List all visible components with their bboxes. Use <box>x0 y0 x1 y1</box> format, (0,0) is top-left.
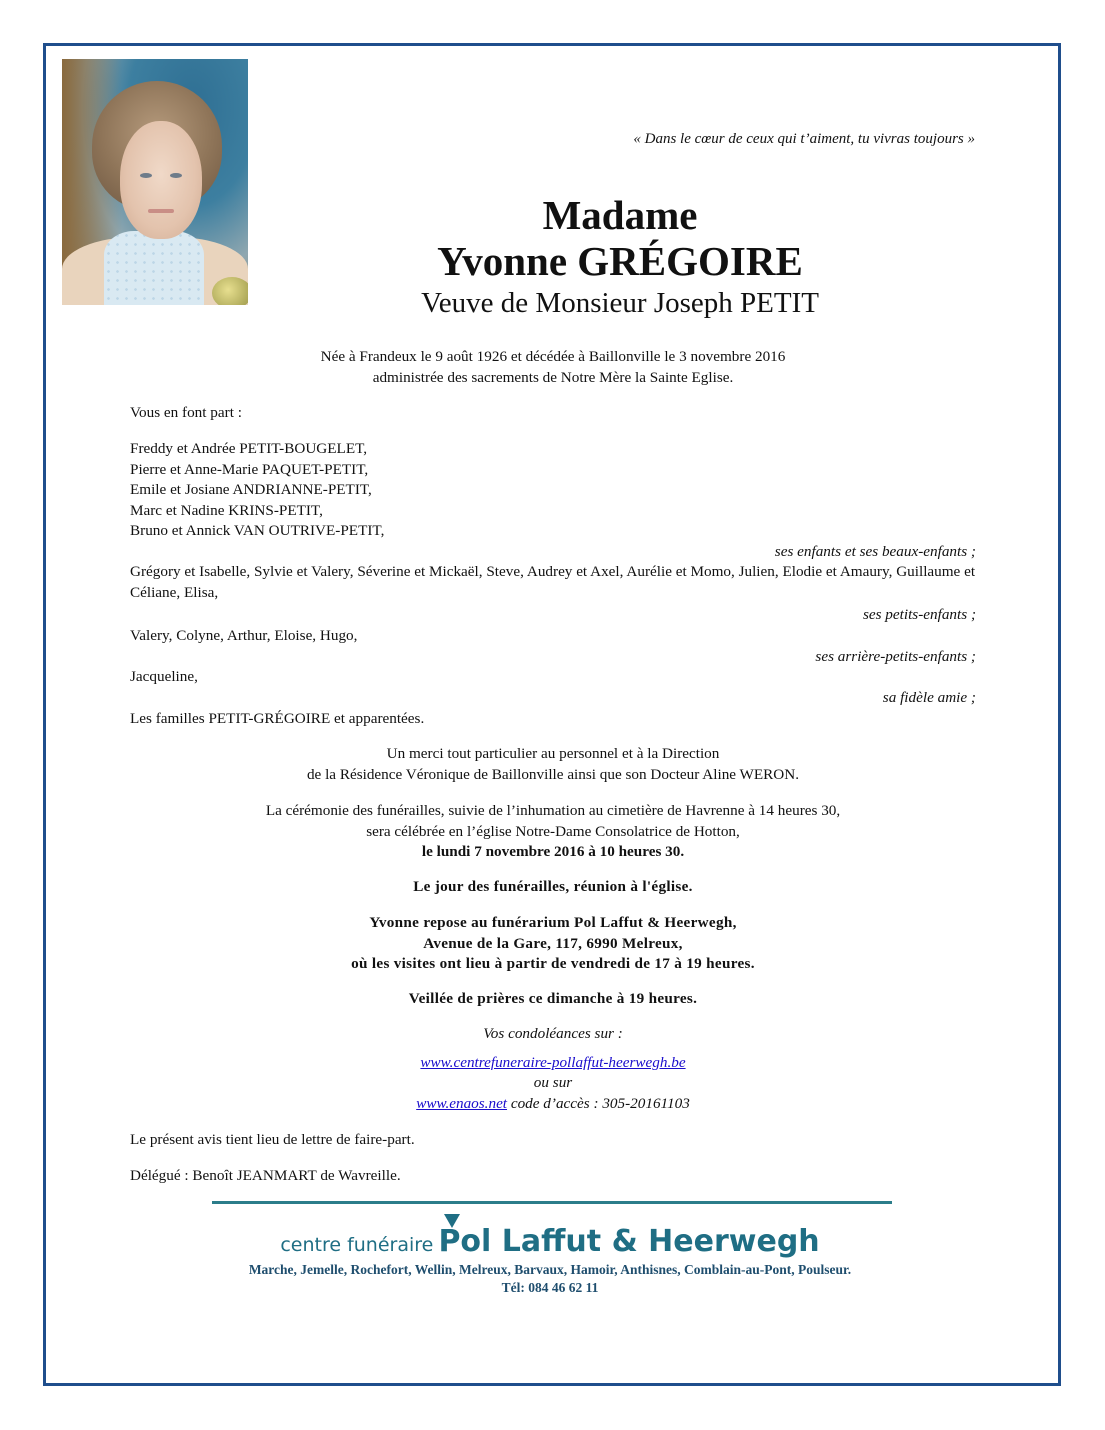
portrait-photo <box>62 59 248 305</box>
friend-label: sa fidèle amie ; <box>882 689 976 706</box>
notice-line: Le présent avis tient lieu de lettre de faire-part. <box>130 1131 415 1148</box>
logo-divider <box>212 1201 892 1204</box>
repose-line: Avenue de la Gare, 117, 6990 Melreux, <box>423 934 683 952</box>
repose-line: où les visites ont lieu à partir de vendredi de 17 à 19 heures. <box>351 955 755 972</box>
funeral-home-link[interactable]: www.centrefuneraire-pollaffut-heerwegh.be <box>420 1053 686 1071</box>
repose-block <box>130 913 976 975</box>
list-item: Pierre et Anne-Marie PAQUET-PETIT, <box>130 460 369 478</box>
children-label: ses enfants et ses beaux-enfants ; <box>774 542 976 560</box>
ceremony-date: le lundi 7 novembre 2016 à 10 heures 30. <box>421 843 685 860</box>
list-item: Bruno et Annick VAN OUTRIVE-PETIT, <box>130 522 385 539</box>
delegate-line: Délégué : Benoît JEANMART de Wavreille. <box>130 1167 401 1184</box>
logo-small-text: centre funéraire <box>280 1234 434 1256</box>
title-madame: Madame <box>542 192 698 238</box>
thanks-block <box>130 744 976 785</box>
logo-towns: Marche, Jemelle, Rochefort, Wellin, Melreux, Barvaux, Hamoir, Anthisnes, Comblain-au-Pont, Poulseur. <box>248 1262 852 1277</box>
or-text: ou sur <box>533 1074 573 1091</box>
grandchildren-label: ses petits-enfants ; <box>862 606 976 623</box>
birth-death-block <box>130 347 976 388</box>
logo-big-text: Pol Laffut & Heerwegh <box>438 1224 820 1259</box>
friend-name: Jacqueline, <box>130 668 198 685</box>
list-item: Freddy et Andrée PETIT-BOUGELET, <box>130 440 368 457</box>
widow-of: Veuve de Monsieur Joseph PETIT <box>421 287 819 319</box>
great-grandchildren-list: Valery, Colyne, Arthur, Eloise, Hugo, <box>130 627 358 644</box>
heading-block <box>250 192 990 322</box>
children-list <box>130 439 976 603</box>
sacraments-line: administrée des sacrements de Notre Mère la Sainte Eglise. <box>372 368 734 386</box>
list-item: Marc et Nadine KRINS-PETIT, <box>130 501 323 519</box>
condolences-label: Vos condoléances sur : <box>483 1025 623 1042</box>
ceremony-line: La cérémonie des funérailles, suivie de l’inhumation au cimetière de Havrenne à 14 heures 30, <box>265 802 841 819</box>
birth-death-line: Née à Frandeux le 9 août 1926 et décédée à Baillonville le 3 novembre 2016 <box>320 348 786 365</box>
condolences-block <box>130 1024 976 1114</box>
funeral-home-logo <box>200 1224 900 1259</box>
enaos-link[interactable]: www.enaos.net <box>416 1094 508 1112</box>
ceremony-block <box>130 801 976 863</box>
repose-line: Yvonne repose au funérarium Pol Laffut & Heerwegh, <box>369 914 737 931</box>
great-grandchildren-label: ses arrière-petits-enfants ; <box>815 648 976 665</box>
deceased-name: Yvonne GRÉGOIRE <box>437 238 803 284</box>
thanks-line: Un merci tout particulier au personnel et à la Direction <box>386 745 720 762</box>
epigraph-quote: « Dans le cœur de ceux qui t’aiment, tu vivras toujours » <box>633 131 975 147</box>
ceremony-line: sera célébrée en l’église Notre-Dame Consolatrice de Hotton, <box>366 822 740 840</box>
thanks-line: de la Résidence Véronique de Baillonville ainsi que son Docteur Aline WERON. <box>306 765 800 783</box>
intro-text: Vous en font part : <box>130 404 242 421</box>
meeting-line: Le jour des funérailles, réunion à l'église. <box>413 878 693 895</box>
grandchildren-list: Grégory et Isabelle, Sylvie et Valery, Séverine et Mickaël, Steve, Audrey et Axel, Aurélie et Momo, Julien, Elodie et Amaury, Guillaume et Céliane, Elisa, <box>130 563 976 601</box>
families-line: Les familles PETIT-GRÉGOIRE et apparentées. <box>130 710 425 727</box>
logo-phone: Tél: 084 46 62 11 <box>501 1280 599 1295</box>
list-item: Emile et Josiane ANDRIANNE-PETIT, <box>130 481 372 498</box>
vigil-line: Veillée de prières ce dimanche à 19 heures. <box>408 990 698 1007</box>
access-code: code d’accès : 305-20161103 <box>507 1094 690 1112</box>
